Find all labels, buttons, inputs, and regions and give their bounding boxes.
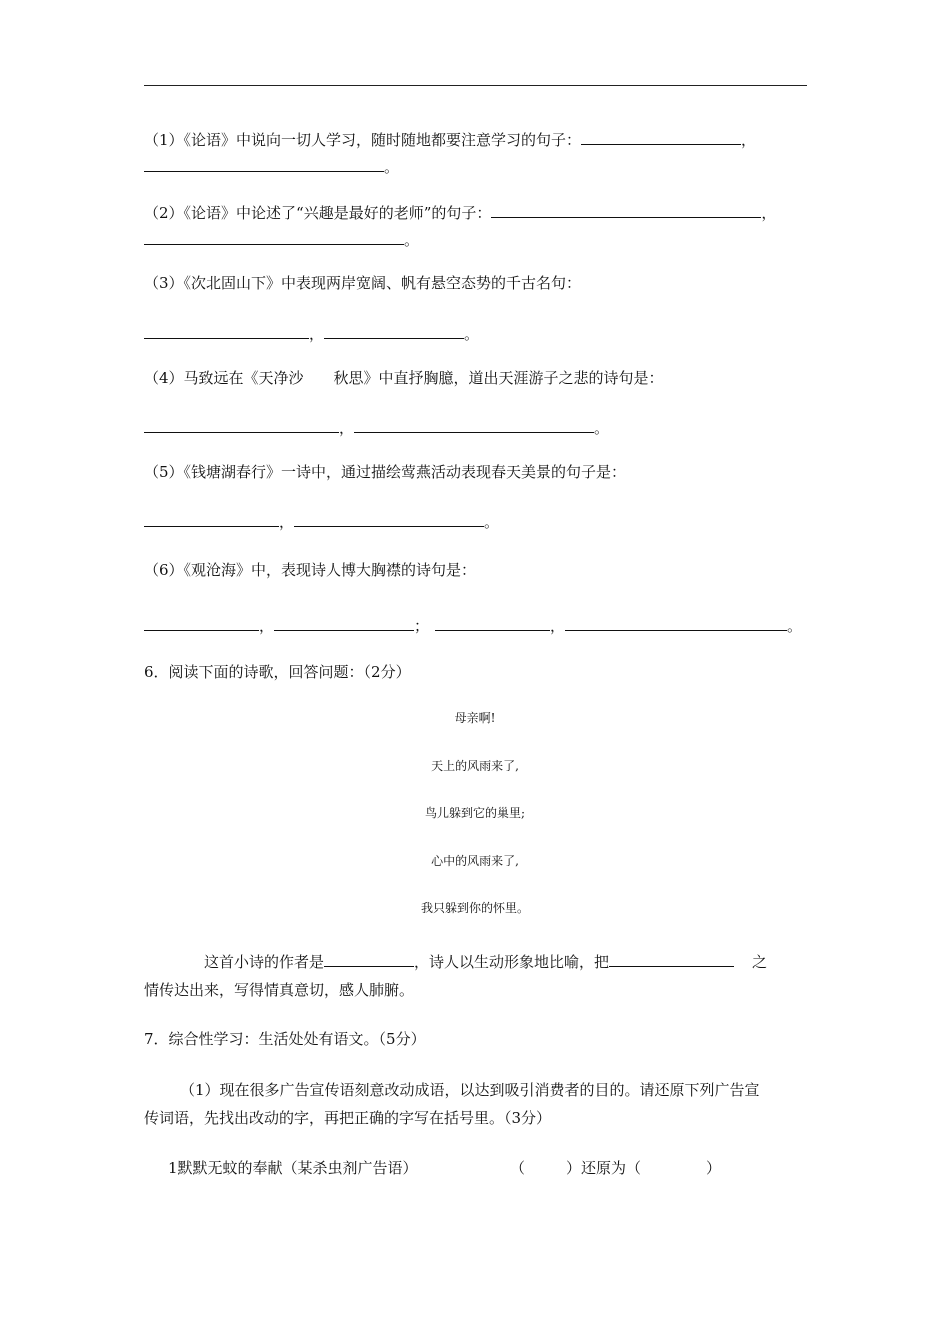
item-2-line-2: 。 [144, 228, 419, 250]
feeling-blank[interactable] [609, 950, 734, 967]
answer-blank[interactable] [274, 614, 414, 631]
item-4-answer-line: ， 。 [144, 416, 609, 438]
poem-line: 天上的风雨来了, [431, 759, 519, 773]
question-7-sub1-line-1: （1）现在很多广告宣传语刻意改动成语，以达到吸引消费者的目的。请还原下列广告宣 [180, 1081, 760, 1099]
example-text: 1默默无蚊的奉献（某杀虫剂广告语） [168, 1159, 418, 1177]
question-6-text-line-2: 情传达出来，写得情真意切，感人肺腑。 [144, 981, 415, 999]
poem-line: 鸟儿躲到它的巢里; [424, 806, 526, 820]
question-7-title: 7．综合性学习：生活处处有语文。（5分） [144, 1030, 426, 1048]
paren-open-1: （ [510, 1159, 526, 1177]
question-6-title: 6．阅读下面的诗歌，回答问题：（2分） [144, 663, 411, 681]
author-blank[interactable] [324, 950, 414, 967]
answer-blank[interactable] [144, 155, 384, 172]
item-1-line-2: 。 [144, 155, 399, 177]
poem-line: 我只躲到你的怀里。 [420, 901, 529, 915]
poem-line: 母亲啊! [454, 711, 496, 725]
answer-blank[interactable] [435, 614, 550, 631]
poem-line: 心中的风雨来了, [431, 854, 519, 868]
item-6-answer-line: ， ； ， 。 [144, 614, 802, 636]
header-rule [144, 85, 807, 86]
item-3-answer-line: ， 。 [144, 322, 479, 344]
item-3-prompt: （3）《次北固山下》中表现两岸宽阔、帆有悬空态势的千古名句： [144, 274, 582, 292]
answer-blank[interactable] [294, 510, 484, 527]
item-6-prompt: （6）《观沧海》中，表现诗人博大胸襟的诗句是： [144, 561, 477, 579]
paren-close-1: ）还原为（ [566, 1159, 642, 1177]
answer-blank[interactable] [144, 614, 259, 631]
answer-blank[interactable] [144, 322, 309, 339]
answer-blank[interactable] [491, 201, 761, 218]
answer-blank[interactable] [144, 510, 279, 527]
item-1-line-1: （1）《论语》中说向一切人学习，随时随地都要注意学习的句子： ， [144, 128, 756, 150]
answer-blank[interactable] [144, 416, 339, 433]
answer-blank[interactable] [324, 322, 464, 339]
item-5-answer-line: ， 。 [144, 510, 499, 532]
question-7-sub1-line-2: 传词语，先找出改动的字，再把正确的字写在括号里。（3分） [144, 1109, 552, 1127]
answer-blank[interactable] [144, 228, 404, 245]
answer-blank[interactable] [581, 128, 741, 145]
item-4-prompt: （4）马致远在《天净沙 秋思》中直抒胸臆，道出天涯游子之悲的诗句是： [144, 369, 664, 387]
item-2-line-1: （2）《论语》中论述了“兴趣是最好的老师”的句子： ， [144, 201, 776, 223]
answer-blank[interactable] [565, 614, 787, 631]
question-6-text-line-1: 这首小诗的作者是 ，诗人以生动形象地比喻，把 之 [204, 950, 767, 972]
item-5-prompt: （5）《钱塘湖春行》一诗中，通过描绘莺燕活动表现春天美景的句子是： [144, 463, 627, 481]
answer-blank[interactable] [354, 416, 594, 433]
paren-close-2: ） [706, 1159, 722, 1177]
